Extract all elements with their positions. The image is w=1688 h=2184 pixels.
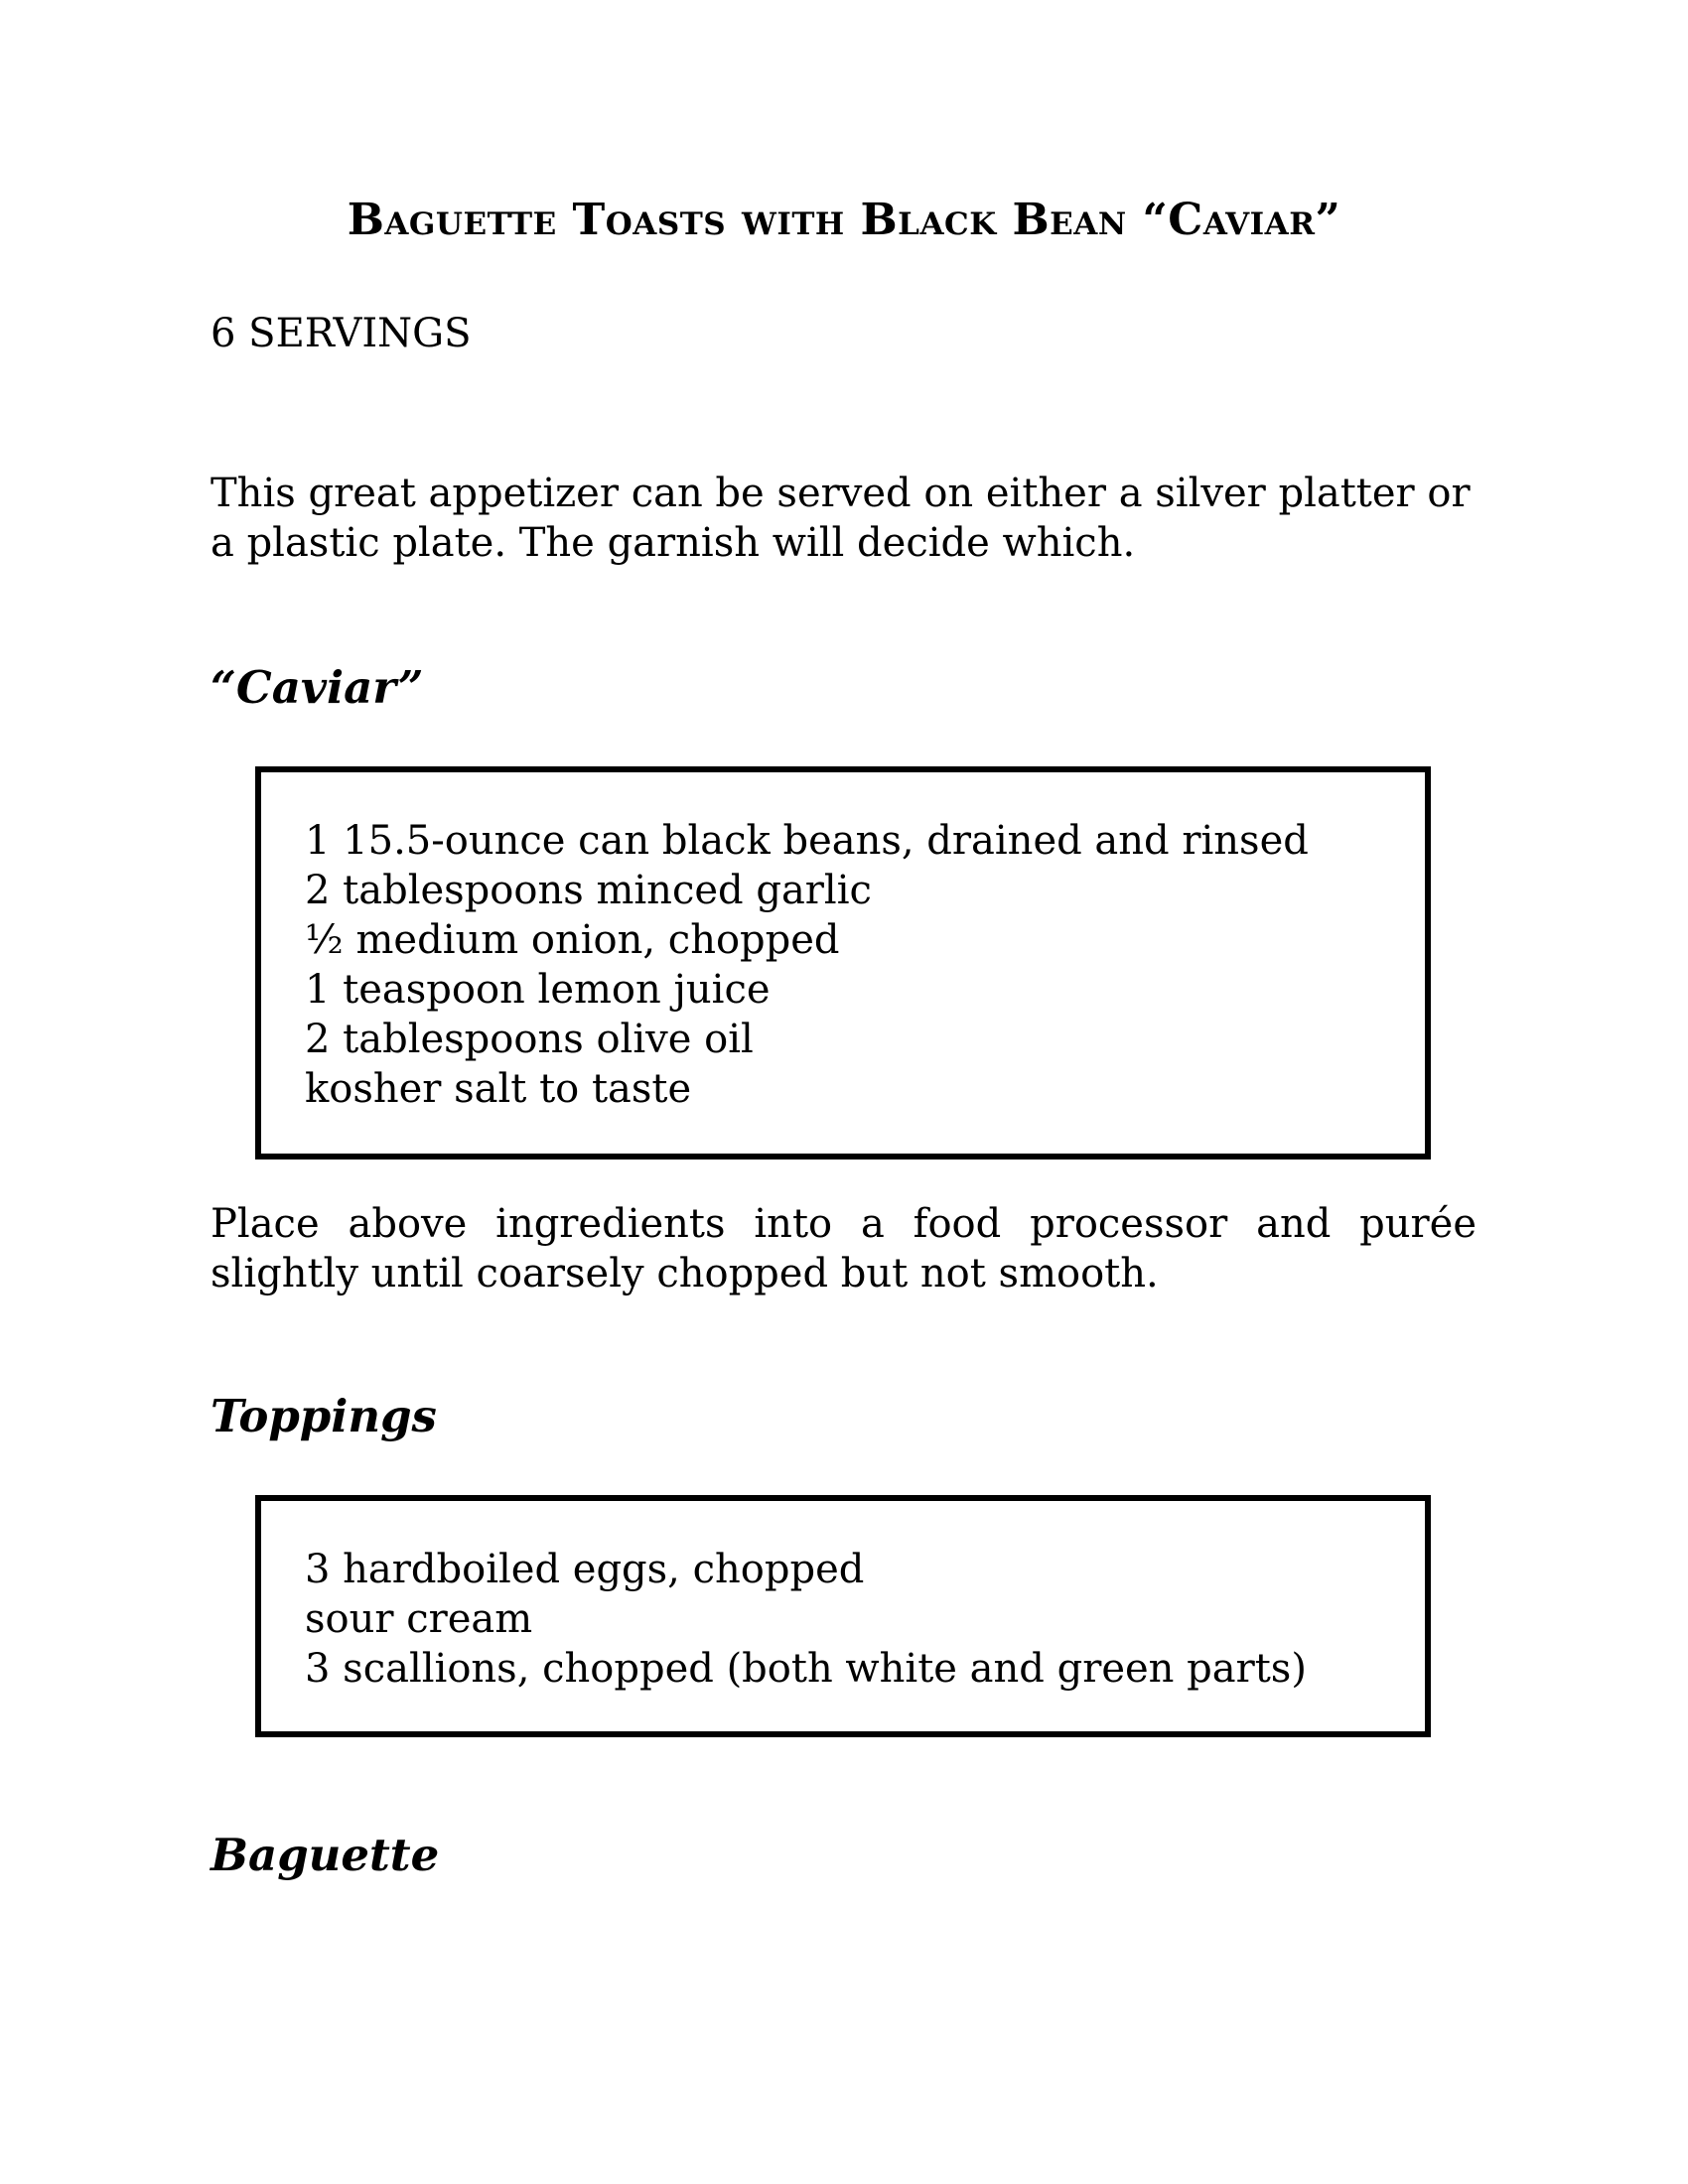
- toppings-heading: Toppings: [211, 1390, 437, 1442]
- recipe-title: Baguette Toasts with Black Bean “Caviar”: [347, 195, 1341, 245]
- intro-paragraph: This great appetizer can be served on either a silver platter or a plastic plate. The garnish will decide which.: [211, 471, 1471, 566]
- ingredient-item: 2 tablespoons olive oil: [305, 1017, 754, 1062]
- toppings-list: [305, 1545, 1425, 1694]
- topping-item: 3 hardboiled eggs, chopped: [305, 1547, 865, 1592]
- topping-item: 3 scallions, chopped (both white and green parts): [305, 1646, 1307, 1692]
- ingredient-item: 2 tablespoons minced garlic: [305, 868, 872, 913]
- caviar-heading: “Caviar”: [211, 661, 424, 714]
- caviar-ingredients-box: [255, 766, 1431, 1160]
- toppings-box: [255, 1495, 1431, 1737]
- caviar-ingredient-list: [305, 816, 1425, 1114]
- servings-label: 6 SERVINGS: [211, 311, 472, 356]
- ingredient-item: 1 teaspoon lemon juice: [305, 967, 771, 1013]
- caviar-instructions: Place above ingredients into a food processor and purée slightly until coarsely chopped but not smooth.: [211, 1201, 1477, 1297]
- ingredient-item: kosher salt to taste: [305, 1066, 692, 1112]
- topping-item: sour cream: [305, 1596, 533, 1642]
- baguette-heading: Baguette: [211, 1829, 440, 1881]
- ingredient-item: ½ medium onion, chopped: [305, 917, 840, 963]
- ingredient-item: 1 15.5-ounce can black beans, drained and rinsed: [305, 818, 1309, 864]
